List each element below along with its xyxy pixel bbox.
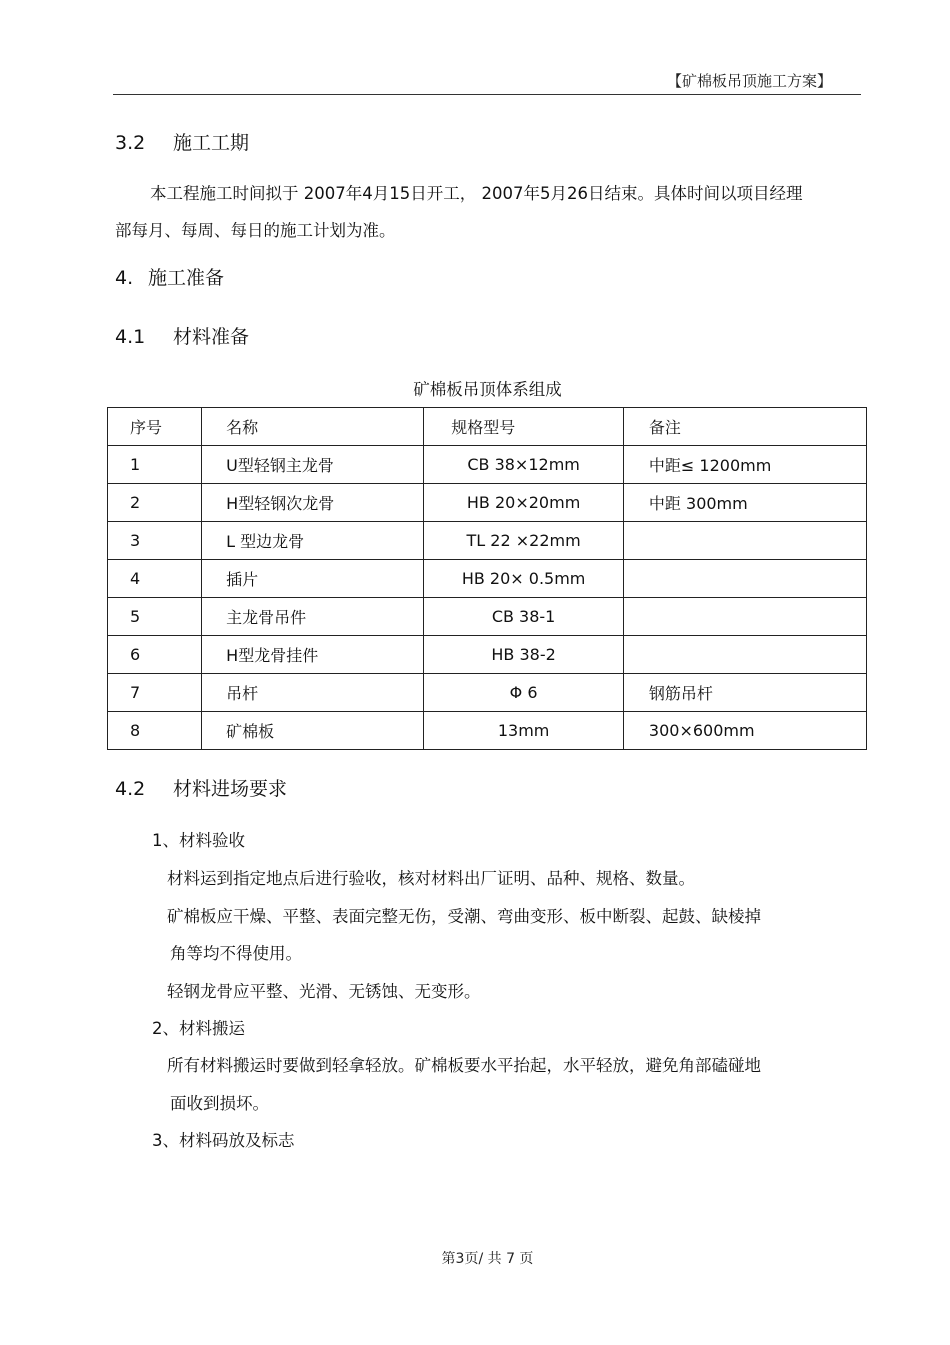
cell-name: 吊杆 <box>202 674 424 712</box>
heading-title: 施工准备 <box>148 267 225 289</box>
cell-note: 中距≤ 1200mm <box>623 446 866 484</box>
header-cell: 规格型号 <box>424 408 624 446</box>
header-cell: 备注 <box>623 408 866 446</box>
table-row <box>108 598 867 636</box>
cell-spec: HB 20×20mm <box>424 484 624 522</box>
header-cell: 名称 <box>202 408 424 446</box>
table-row <box>108 560 867 598</box>
cell-spec: Φ 6 <box>424 674 624 712</box>
cell-name: L 型边龙骨 <box>202 522 424 560</box>
cell-spec: HB 20× 0.5mm <box>424 560 624 598</box>
heading-4-2 <box>115 774 287 801</box>
table-row <box>108 674 867 712</box>
list-item-line: 材料运到指定地点后进行验收，核对材料出厂证明、品种、规格、数量。 <box>167 869 695 888</box>
cell-index: 7 <box>108 674 202 712</box>
paragraph-line: 部每月、每周、每日的施工计划为准。 <box>115 221 396 240</box>
list-item-line: 面收到损坏。 <box>170 1094 269 1113</box>
cell-spec: TL 22 ×22mm <box>424 522 624 560</box>
heading-4-1 <box>115 322 249 349</box>
cell-note: 钢筋吊杆 <box>623 674 866 712</box>
table-caption: 矿棉板吊顶体系组成 <box>413 380 562 399</box>
heading-title: 材料进场要求 <box>173 778 288 800</box>
cell-note <box>623 560 866 598</box>
cell-index: 5 <box>108 598 202 636</box>
heading-number: 3.2 <box>115 132 146 154</box>
cell-name: U型轻钢主龙骨 <box>202 446 424 484</box>
cell-index: 6 <box>108 636 202 674</box>
cell-index: 8 <box>108 712 202 750</box>
paragraph-line: 本工程施工时间拟于 2007年4月15日开工， 2007年5月26日结束。具体时间以项目经理 <box>150 184 803 203</box>
heading-4 <box>115 263 224 290</box>
cell-index: 1 <box>108 446 202 484</box>
cell-index: 2 <box>108 484 202 522</box>
cell-index: 3 <box>108 522 202 560</box>
cell-note <box>623 522 866 560</box>
cell-name: 插片 <box>202 560 424 598</box>
heading-number: 4. <box>115 267 134 289</box>
table-row <box>108 522 867 560</box>
header-title: 【矿棉板吊顶施工方案】 <box>666 72 832 90</box>
list-item-title: 1、材料验收 <box>152 831 245 850</box>
list-item-line: 角等均不得使用。 <box>170 944 302 963</box>
header-cell: 序号 <box>108 408 202 446</box>
table-row <box>108 636 867 674</box>
table-row <box>108 712 867 750</box>
list-item-title: 3、材料码放及标志 <box>152 1131 295 1150</box>
cell-note: 中距 300mm <box>623 484 866 522</box>
page-number: 第3页/ 共 7 页 <box>441 1251 534 1267</box>
heading-title: 施工工期 <box>173 132 250 154</box>
cell-note: 300×600mm <box>623 712 866 750</box>
heading-title: 材料准备 <box>173 326 250 348</box>
cell-name: 矿棉板 <box>202 712 424 750</box>
materials-table <box>107 407 867 750</box>
cell-index: 4 <box>108 560 202 598</box>
cell-note <box>623 598 866 636</box>
list-item-line: 所有材料搬运时要做到轻拿轻放。矿棉板要水平抬起，水平轻放，避免角部磕碰地 <box>167 1056 761 1075</box>
heading-3-2 <box>115 128 249 155</box>
list-item-title: 2、材料搬运 <box>152 1019 245 1038</box>
heading-number: 4.2 <box>115 778 146 800</box>
table-row <box>108 484 867 522</box>
cell-note <box>623 636 866 674</box>
list-item-line: 矿棉板应干燥、平整、表面完整无伤，受潮、弯曲变形、板中断裂、起鼓、缺棱掉 <box>167 907 761 926</box>
cell-spec: CB 38×12mm <box>424 446 624 484</box>
cell-name: H型龙骨挂件 <box>202 636 424 674</box>
header-rule <box>113 94 861 95</box>
cell-spec: HB 38-2 <box>424 636 624 674</box>
cell-name: H型轻钢次龙骨 <box>202 484 424 522</box>
cell-name: 主龙骨吊件 <box>202 598 424 636</box>
cell-spec: CB 38-1 <box>424 598 624 636</box>
table-header-row <box>108 408 867 446</box>
cell-spec: 13mm <box>424 712 624 750</box>
list-item-line: 轻钢龙骨应平整、光滑、无锈蚀、无变形。 <box>167 982 481 1001</box>
heading-number: 4.1 <box>115 326 146 348</box>
table-row <box>108 446 867 484</box>
